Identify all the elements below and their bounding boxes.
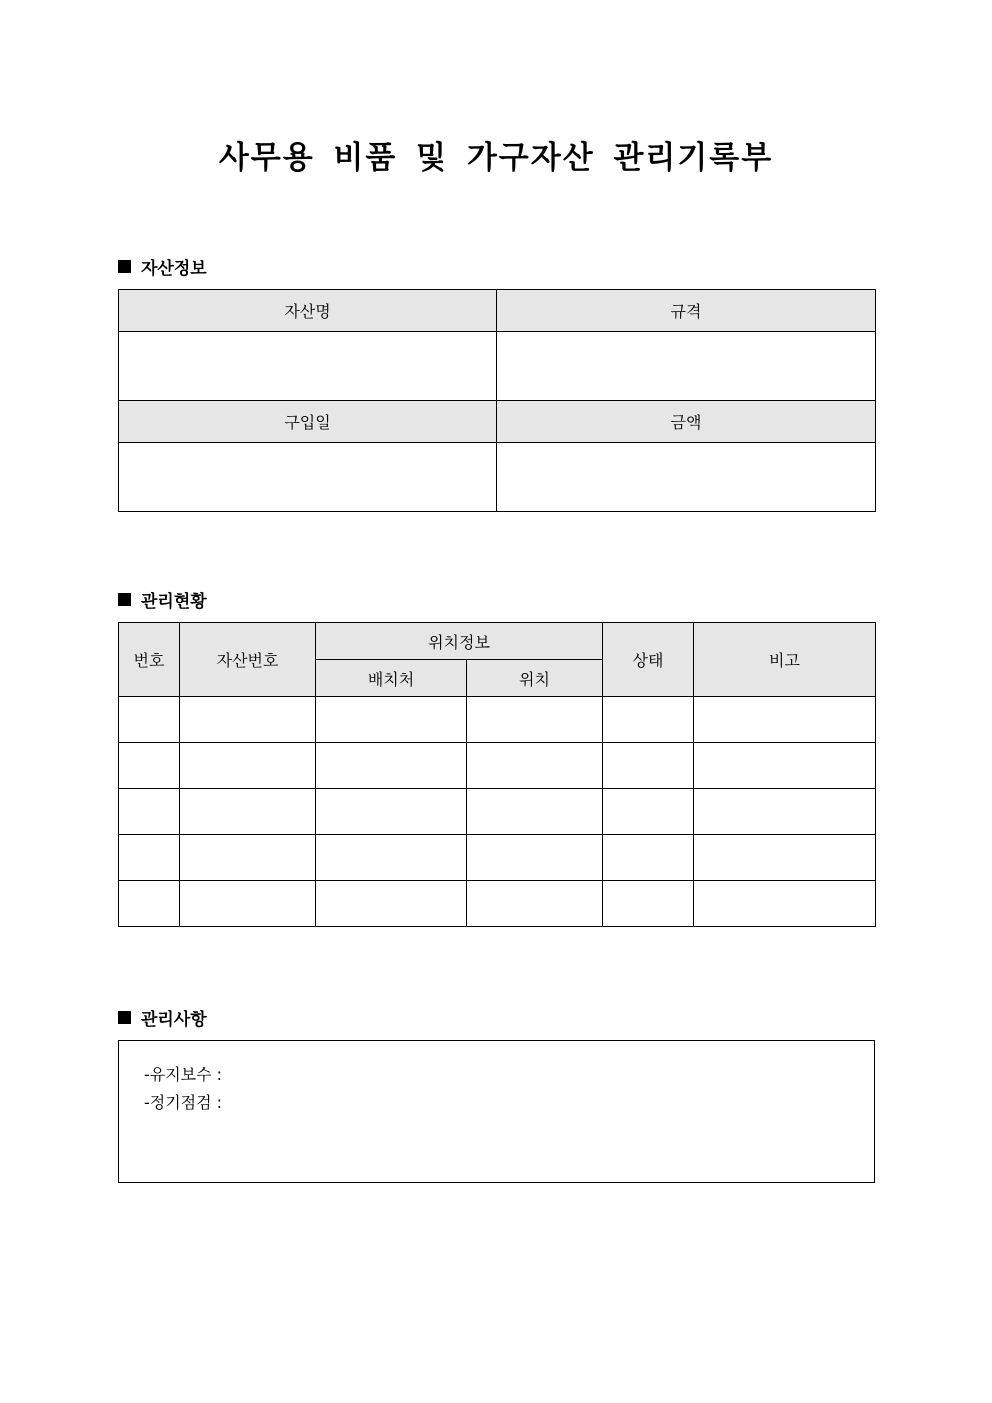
cell-location[interactable] (467, 881, 603, 927)
cell-placement[interactable] (316, 835, 467, 881)
square-bullet-icon (118, 260, 131, 273)
cell-placement[interactable] (316, 789, 467, 835)
cell-remarks[interactable] (694, 789, 876, 835)
cell-amount[interactable] (497, 443, 876, 512)
section-heading-management-status (118, 587, 207, 612)
cell-number[interactable] (119, 697, 180, 743)
note-maintenance: -유지보수 : (144, 1065, 223, 1084)
cell-asset-number[interactable] (180, 835, 316, 881)
header-remarks: 비고 (694, 623, 876, 697)
section-heading-label: 관리사항 (141, 1010, 207, 1030)
cell-remarks[interactable] (694, 835, 876, 881)
header-number: 번호 (119, 623, 180, 697)
status-rows (119, 697, 876, 927)
square-bullet-icon (118, 593, 131, 606)
cell-location[interactable] (467, 743, 603, 789)
management-notes-box[interactable] (118, 1040, 875, 1183)
cell-asset-number[interactable] (180, 789, 316, 835)
cell-status[interactable] (603, 697, 694, 743)
section-heading-management-notes (118, 1005, 207, 1030)
cell-purchase-date[interactable] (119, 443, 497, 512)
asset-info-table (118, 289, 876, 512)
cell-asset-number[interactable] (180, 697, 316, 743)
cell-status[interactable] (603, 835, 694, 881)
cell-status[interactable] (603, 743, 694, 789)
cell-location[interactable] (467, 835, 603, 881)
cell-asset-number[interactable] (180, 881, 316, 927)
note-regular-inspection: -정기점검 : (144, 1093, 223, 1112)
header-purchase-date: 구입일 (119, 401, 497, 443)
section-heading-label: 자산정보 (141, 259, 207, 279)
cell-spec[interactable] (497, 332, 876, 401)
cell-placement[interactable] (316, 697, 467, 743)
cell-number[interactable] (119, 881, 180, 927)
section-heading-label: 관리현황 (141, 592, 207, 612)
cell-status[interactable] (603, 881, 694, 927)
section-heading-asset-info (118, 254, 207, 279)
square-bullet-icon (118, 1011, 131, 1024)
cell-remarks[interactable] (694, 697, 876, 743)
header-asset-number: 자산번호 (180, 623, 316, 697)
cell-placement[interactable] (316, 743, 467, 789)
header-location-info: 위치정보 (316, 623, 603, 660)
cell-status[interactable] (603, 789, 694, 835)
cell-location[interactable] (467, 697, 603, 743)
management-status-table (118, 622, 876, 927)
table-row (119, 743, 876, 789)
cell-remarks[interactable] (694, 743, 876, 789)
cell-location[interactable] (467, 789, 603, 835)
header-placement: 배치처 (316, 660, 467, 697)
cell-remarks[interactable] (694, 881, 876, 927)
cell-number[interactable] (119, 789, 180, 835)
header-asset-name: 자산명 (119, 290, 497, 332)
header-status: 상태 (603, 623, 694, 697)
cell-asset-name[interactable] (119, 332, 497, 401)
table-row (119, 697, 876, 743)
header-spec: 규격 (497, 290, 876, 332)
table-row (119, 789, 876, 835)
table-row (119, 881, 876, 927)
page-title: 사무용 비품 및 가구자산 관리기록부 (218, 140, 774, 176)
header-location: 위치 (467, 660, 603, 697)
table-row (119, 835, 876, 881)
cell-number[interactable] (119, 835, 180, 881)
header-amount: 금액 (497, 401, 876, 443)
cell-asset-number[interactable] (180, 743, 316, 789)
cell-placement[interactable] (316, 881, 467, 927)
cell-number[interactable] (119, 743, 180, 789)
